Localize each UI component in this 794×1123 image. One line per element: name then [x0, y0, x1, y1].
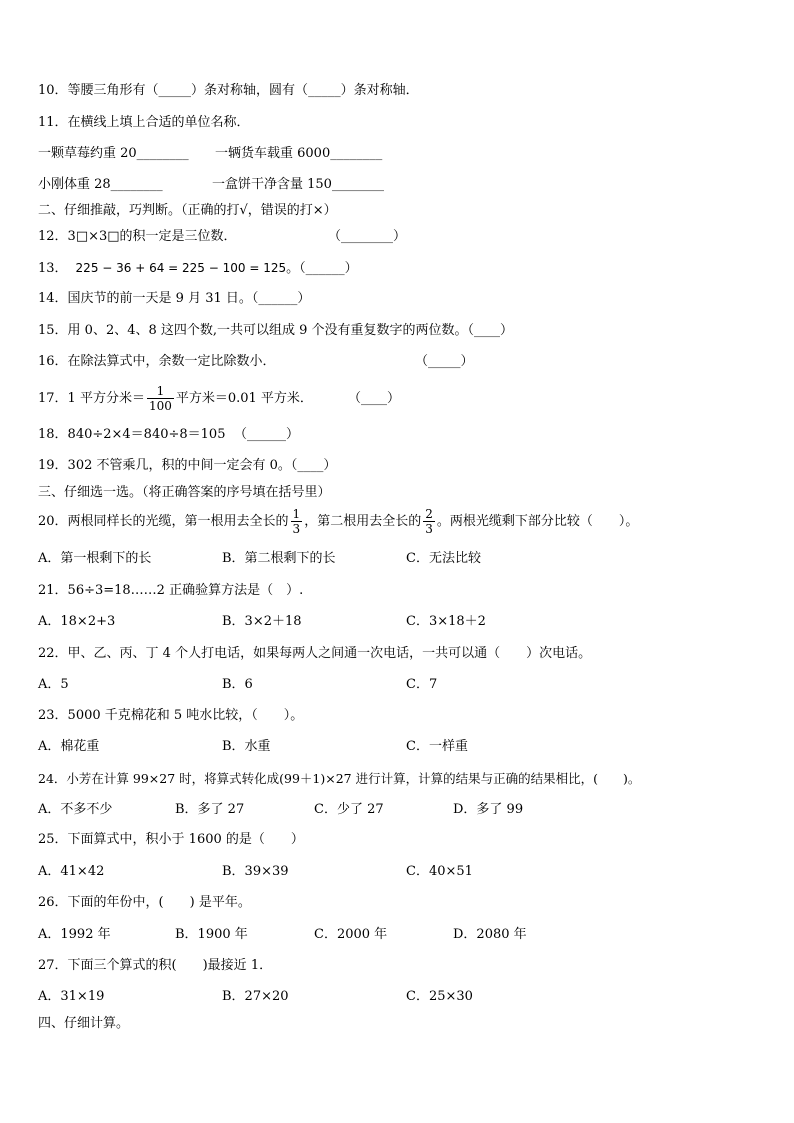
- q20-text-a: 20．两根同样长的光缆，第一根用去全长的: [38, 514, 289, 529]
- q10-blank-1[interactable]: _____: [158, 83, 192, 98]
- question-14: 14．国庆节的前一天是 9 月 31 日。（______）: [38, 291, 311, 306]
- question-17: [38, 384, 313, 414]
- q27-option-b[interactable]: B．27×20: [222, 989, 289, 1004]
- q20-text-c: 。两根光缆剩下部分比较（ ）。: [436, 514, 639, 529]
- q26-option-b[interactable]: B．1900 年: [175, 927, 248, 942]
- q17-fraction-denominator: 100: [148, 399, 172, 413]
- q11-item-b[interactable]: 一辆货车载重 6000________: [215, 146, 383, 161]
- q20-fraction-1-numerator: 1: [292, 507, 301, 521]
- q23-option-a[interactable]: A．棉花重: [38, 739, 100, 754]
- question-13: [38, 260, 358, 277]
- section-3-heading: 三、仔细选一选。（将正确答案的序号填在括号里）: [38, 485, 331, 500]
- question-23: 23．5000 千克棉花和 5 吨水比较，（ ）。: [38, 708, 304, 723]
- question-20: [38, 507, 638, 537]
- q26-option-c[interactable]: C．2000 年: [314, 927, 388, 942]
- question-26: 26．下面的年份中，( ) 是平年。: [38, 895, 251, 910]
- q26-option-a[interactable]: A．1992 年: [38, 927, 111, 942]
- q21-option-a[interactable]: A．18×2+3: [38, 614, 116, 629]
- q12-answer-paren[interactable]: （________）: [328, 229, 407, 244]
- question-18: 18．840÷2×4＝840÷8＝105: [38, 427, 226, 442]
- q24-option-a[interactable]: A．不多不少: [38, 802, 113, 817]
- q20-fraction-1: [291, 507, 303, 536]
- q20-fraction-2-numerator: 2: [425, 507, 433, 521]
- q24-option-b[interactable]: B．多了 27: [175, 802, 245, 817]
- q11-item-d[interactable]: 一盒饼干净含量 150________: [212, 177, 384, 192]
- q21-option-b[interactable]: B．3×2＋18: [222, 614, 302, 629]
- q13-label: 13．: [38, 261, 68, 276]
- q20-option-b[interactable]: B．第二根剩下的长: [222, 551, 336, 566]
- q20-text-b: ，第二根用去全长的: [304, 514, 422, 529]
- question-11: 11．在横线上填上合适的单位名称．: [38, 115, 250, 130]
- question-21: 21．56÷3=18……2 正确验算方法是（ ）.: [38, 583, 304, 598]
- section-2-heading: 二、仔细推敲，巧判断。（正确的打√，错误的打×）: [38, 203, 337, 218]
- q27-option-a[interactable]: A．31×19: [38, 989, 105, 1004]
- q17-answer-paren[interactable]: （____）: [348, 391, 401, 406]
- q10-text-c: ）条对称轴．: [340, 83, 419, 98]
- q17-text-b: 平方米＝0.01 平方米．: [175, 391, 313, 406]
- q24-option-c[interactable]: C．少了 27: [314, 802, 384, 817]
- q13-answer-paren[interactable]: 。（______）: [286, 261, 358, 276]
- q16-answer-paren[interactable]: （_____）: [415, 354, 474, 369]
- q23-option-b[interactable]: B．水重: [222, 739, 271, 754]
- section-4-heading: 四、仔细计算。: [38, 1016, 130, 1031]
- q10-text-b: ）条对称轴，圆有（: [191, 83, 309, 98]
- q20-fraction-2: [423, 507, 435, 536]
- question-16: 16．在除法算式中，余数一定比除数小．: [38, 354, 276, 369]
- q20-option-a[interactable]: A．第一根剩下的长: [38, 551, 152, 566]
- question-12: 12．3□×3□的积一定是三位数．: [38, 229, 237, 244]
- q25-option-b[interactable]: B．39×39: [222, 864, 289, 879]
- q17-fraction: [147, 384, 174, 413]
- question-15: 15．用 0、2、4、8 这四个数,一共可以组成 9 个没有重复数字的两位数。（____）: [38, 323, 514, 338]
- q22-option-b[interactable]: B．6: [222, 677, 253, 692]
- q10-text-a: 10．等腰三角形有（: [38, 83, 159, 98]
- q23-option-c[interactable]: C．一样重: [406, 739, 468, 754]
- q11-item-c[interactable]: 小刚体重 28________: [38, 177, 163, 192]
- q21-option-c[interactable]: C．3×18＋2: [406, 614, 486, 629]
- q24-option-d[interactable]: D．多了 99: [453, 802, 524, 817]
- question-25: 25．下面算式中，积小于 1600 的是（ ）: [38, 832, 304, 847]
- q18-answer-paren[interactable]: （______）: [234, 427, 300, 442]
- q27-option-c[interactable]: C．25×30: [406, 989, 473, 1004]
- q20-option-c[interactable]: C．无法比较: [406, 551, 481, 566]
- q11-item-a[interactable]: 一颗草莓约重 20________: [38, 146, 189, 161]
- q22-option-a[interactable]: A．5: [38, 677, 69, 692]
- q22-option-c[interactable]: C．7: [406, 677, 438, 692]
- q10-blank-2[interactable]: _____: [308, 83, 341, 98]
- q13-expression: 225 − 36 + 64 = 225 − 100 = 125: [75, 261, 287, 275]
- q20-fraction-2-denominator: 3: [425, 522, 433, 536]
- question-10: [38, 83, 419, 99]
- q25-option-a[interactable]: A．41×42: [38, 864, 105, 879]
- q25-option-c[interactable]: C．40×51: [406, 864, 473, 879]
- question-19: 19．302 不管乘几，积的中间一定会有 0。（____）: [38, 458, 337, 473]
- q17-fraction-numerator: 1: [156, 384, 165, 398]
- question-24: 24．小芳在计算 99×27 时，将算式转化成(99＋1)×27 进行计算，计算的结果与正确的结果相比，( )。: [38, 771, 641, 786]
- q26-option-d[interactable]: D．2080 年: [453, 927, 527, 942]
- q20-fraction-1-denominator: 3: [292, 522, 301, 536]
- question-22: 22．甲、乙、丙、丁 4 个人打电话，如果每两人之间通一次电话，一共可以通（ ）次电话。: [38, 646, 592, 661]
- q17-text-a: 17．1 平方分米＝: [38, 391, 145, 406]
- question-27: 27．下面三个算式的积( )最接近 1．: [38, 958, 273, 973]
